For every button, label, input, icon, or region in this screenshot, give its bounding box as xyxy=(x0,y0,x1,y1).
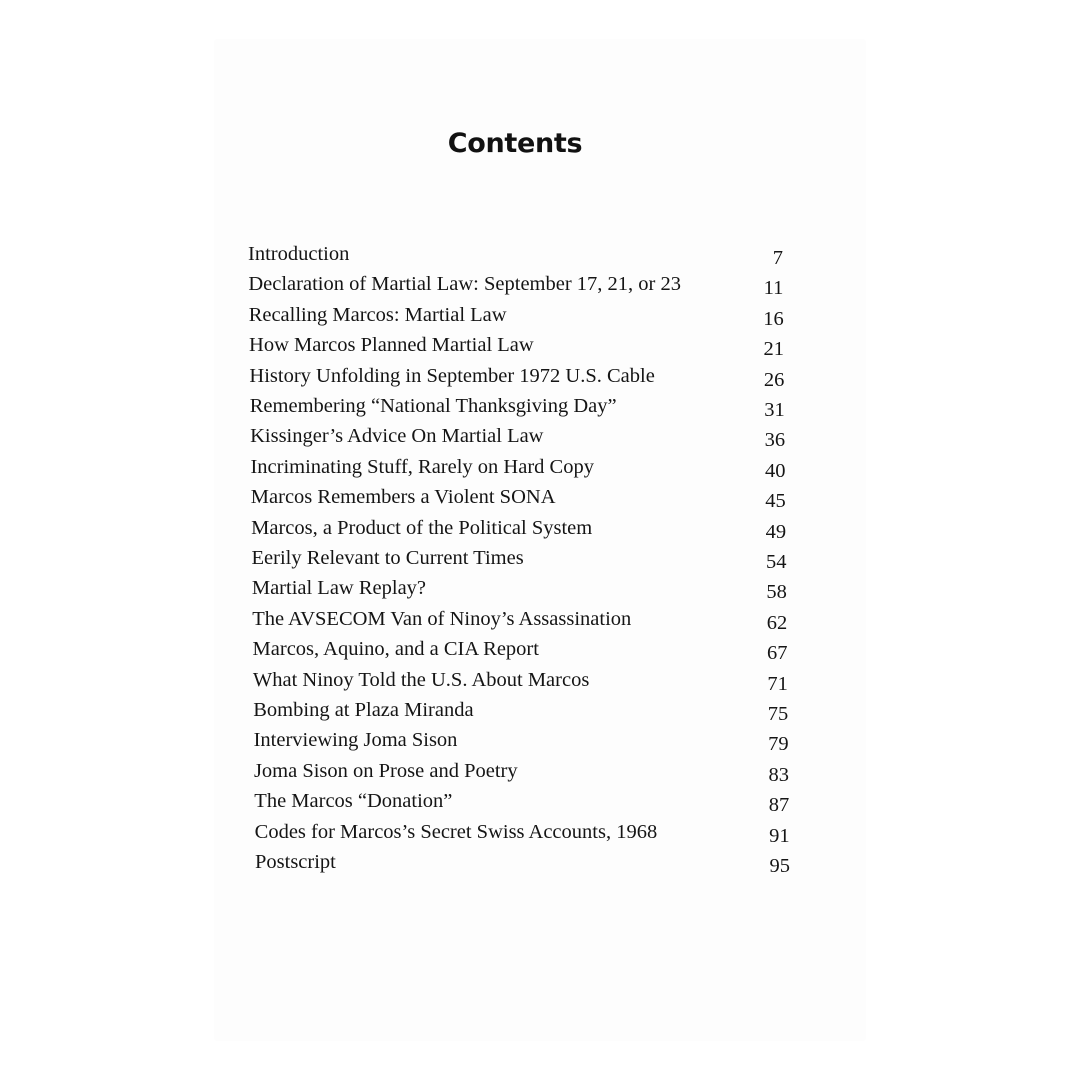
toc-entry-title: Codes for Marcos’s Secret Swiss Accounts, 1968 xyxy=(254,820,658,843)
toc-entry xyxy=(249,304,784,332)
toc-entry-title: The Marcos “Donation” xyxy=(254,790,453,813)
toc-entry xyxy=(250,456,785,484)
toc-entry-title: Martial Law Replay? xyxy=(251,577,427,600)
toc-entry-title: Marcos, Aquino, and a CIA Report xyxy=(252,638,539,661)
toc-entry xyxy=(254,729,789,757)
toc-entry-page-number: 31 xyxy=(764,399,785,421)
toc-entry xyxy=(251,517,786,545)
toc-entry xyxy=(253,699,788,727)
toc-entry xyxy=(249,365,784,393)
toc-entry-page-number: 16 xyxy=(763,307,784,330)
toc-entry-title: Interviewing Joma Sison xyxy=(253,729,458,752)
toc-entry xyxy=(252,608,787,636)
toc-entry-page-number: 75 xyxy=(767,703,789,725)
toc-entry xyxy=(252,547,787,575)
toc-entry-title: The AVSECOM Van of Ninoy’s Assassination xyxy=(252,607,632,630)
toc-entry-page-number: 79 xyxy=(768,733,789,756)
toc-entry xyxy=(252,577,787,605)
toc-entry-page-number: 83 xyxy=(768,763,789,786)
toc-entry-page-number: 71 xyxy=(767,672,788,695)
toc-entry xyxy=(248,273,783,301)
toc-entry-title: Introduction xyxy=(248,243,350,265)
toc-entry xyxy=(251,486,786,514)
toc-entry-page-number: 45 xyxy=(765,490,786,513)
toc-entry-title: Recalling Marcos: Martial Law xyxy=(248,303,507,326)
toc-entry xyxy=(249,334,784,362)
toc-entry-title: How Marcos Planned Martial Law xyxy=(249,334,534,357)
toc-entry-page-number: 7 xyxy=(772,247,783,269)
toc-entry-title: Eerily Relevant to Current Times xyxy=(251,547,524,569)
toc-entry xyxy=(250,425,785,453)
toc-entry-title: Postscript xyxy=(255,851,336,873)
toc-entry xyxy=(253,638,788,666)
toc-entry-title: Marcos Remembers a Violent SONA xyxy=(250,486,556,509)
toc-entry-page-number: 54 xyxy=(766,551,787,573)
toc-entry-title: Remembering “National Thanksgiving Day” xyxy=(249,395,617,417)
toc-entry-page-number: 49 xyxy=(765,520,787,543)
toc-entry-title: Kissinger’s Advice On Martial Law xyxy=(250,425,544,448)
toc-entry xyxy=(254,790,789,818)
toc-entry-page-number: 26 xyxy=(763,368,785,391)
toc-entry-page-number: 40 xyxy=(764,459,786,482)
toc-entry-page-number: 62 xyxy=(766,611,788,634)
toc-entry xyxy=(255,851,790,879)
toc-entry xyxy=(248,243,783,271)
page-title: Contents xyxy=(447,128,583,159)
toc-entry-title: Incriminating Stuff, Rarely on Hard Copy xyxy=(250,455,594,478)
toc-entry-page-number: 91 xyxy=(769,824,790,847)
toc-entry-title: Declaration of Martial Law: September 17, 21, or 23 xyxy=(248,273,681,296)
toc-entry-page-number: 11 xyxy=(763,277,784,300)
toc-entry-page-number: 95 xyxy=(769,855,790,877)
toc-entry-title: Joma Sison on Prose and Poetry xyxy=(253,759,518,782)
toc-entry-page-number: 67 xyxy=(767,642,788,665)
toc-entry xyxy=(254,760,789,788)
toc-entry-title: History Unfolding in September 1972 U.S. Cable xyxy=(249,364,655,387)
toc-entry-page-number: 21 xyxy=(763,338,785,361)
toc-entry xyxy=(255,821,790,849)
toc-entry xyxy=(250,395,785,423)
toc-entry-title: Bombing at Plaza Miranda xyxy=(253,699,474,721)
toc-entry-page-number: 36 xyxy=(764,429,786,452)
toc-entry-title: What Ninoy Told the U.S. About Marcos xyxy=(252,668,590,691)
toc-entry-page-number: 58 xyxy=(766,581,787,604)
toc-entry xyxy=(253,669,788,697)
toc-entry-title: Marcos, a Product of the Political System xyxy=(251,516,593,539)
toc-entry-page-number: 87 xyxy=(768,794,790,817)
